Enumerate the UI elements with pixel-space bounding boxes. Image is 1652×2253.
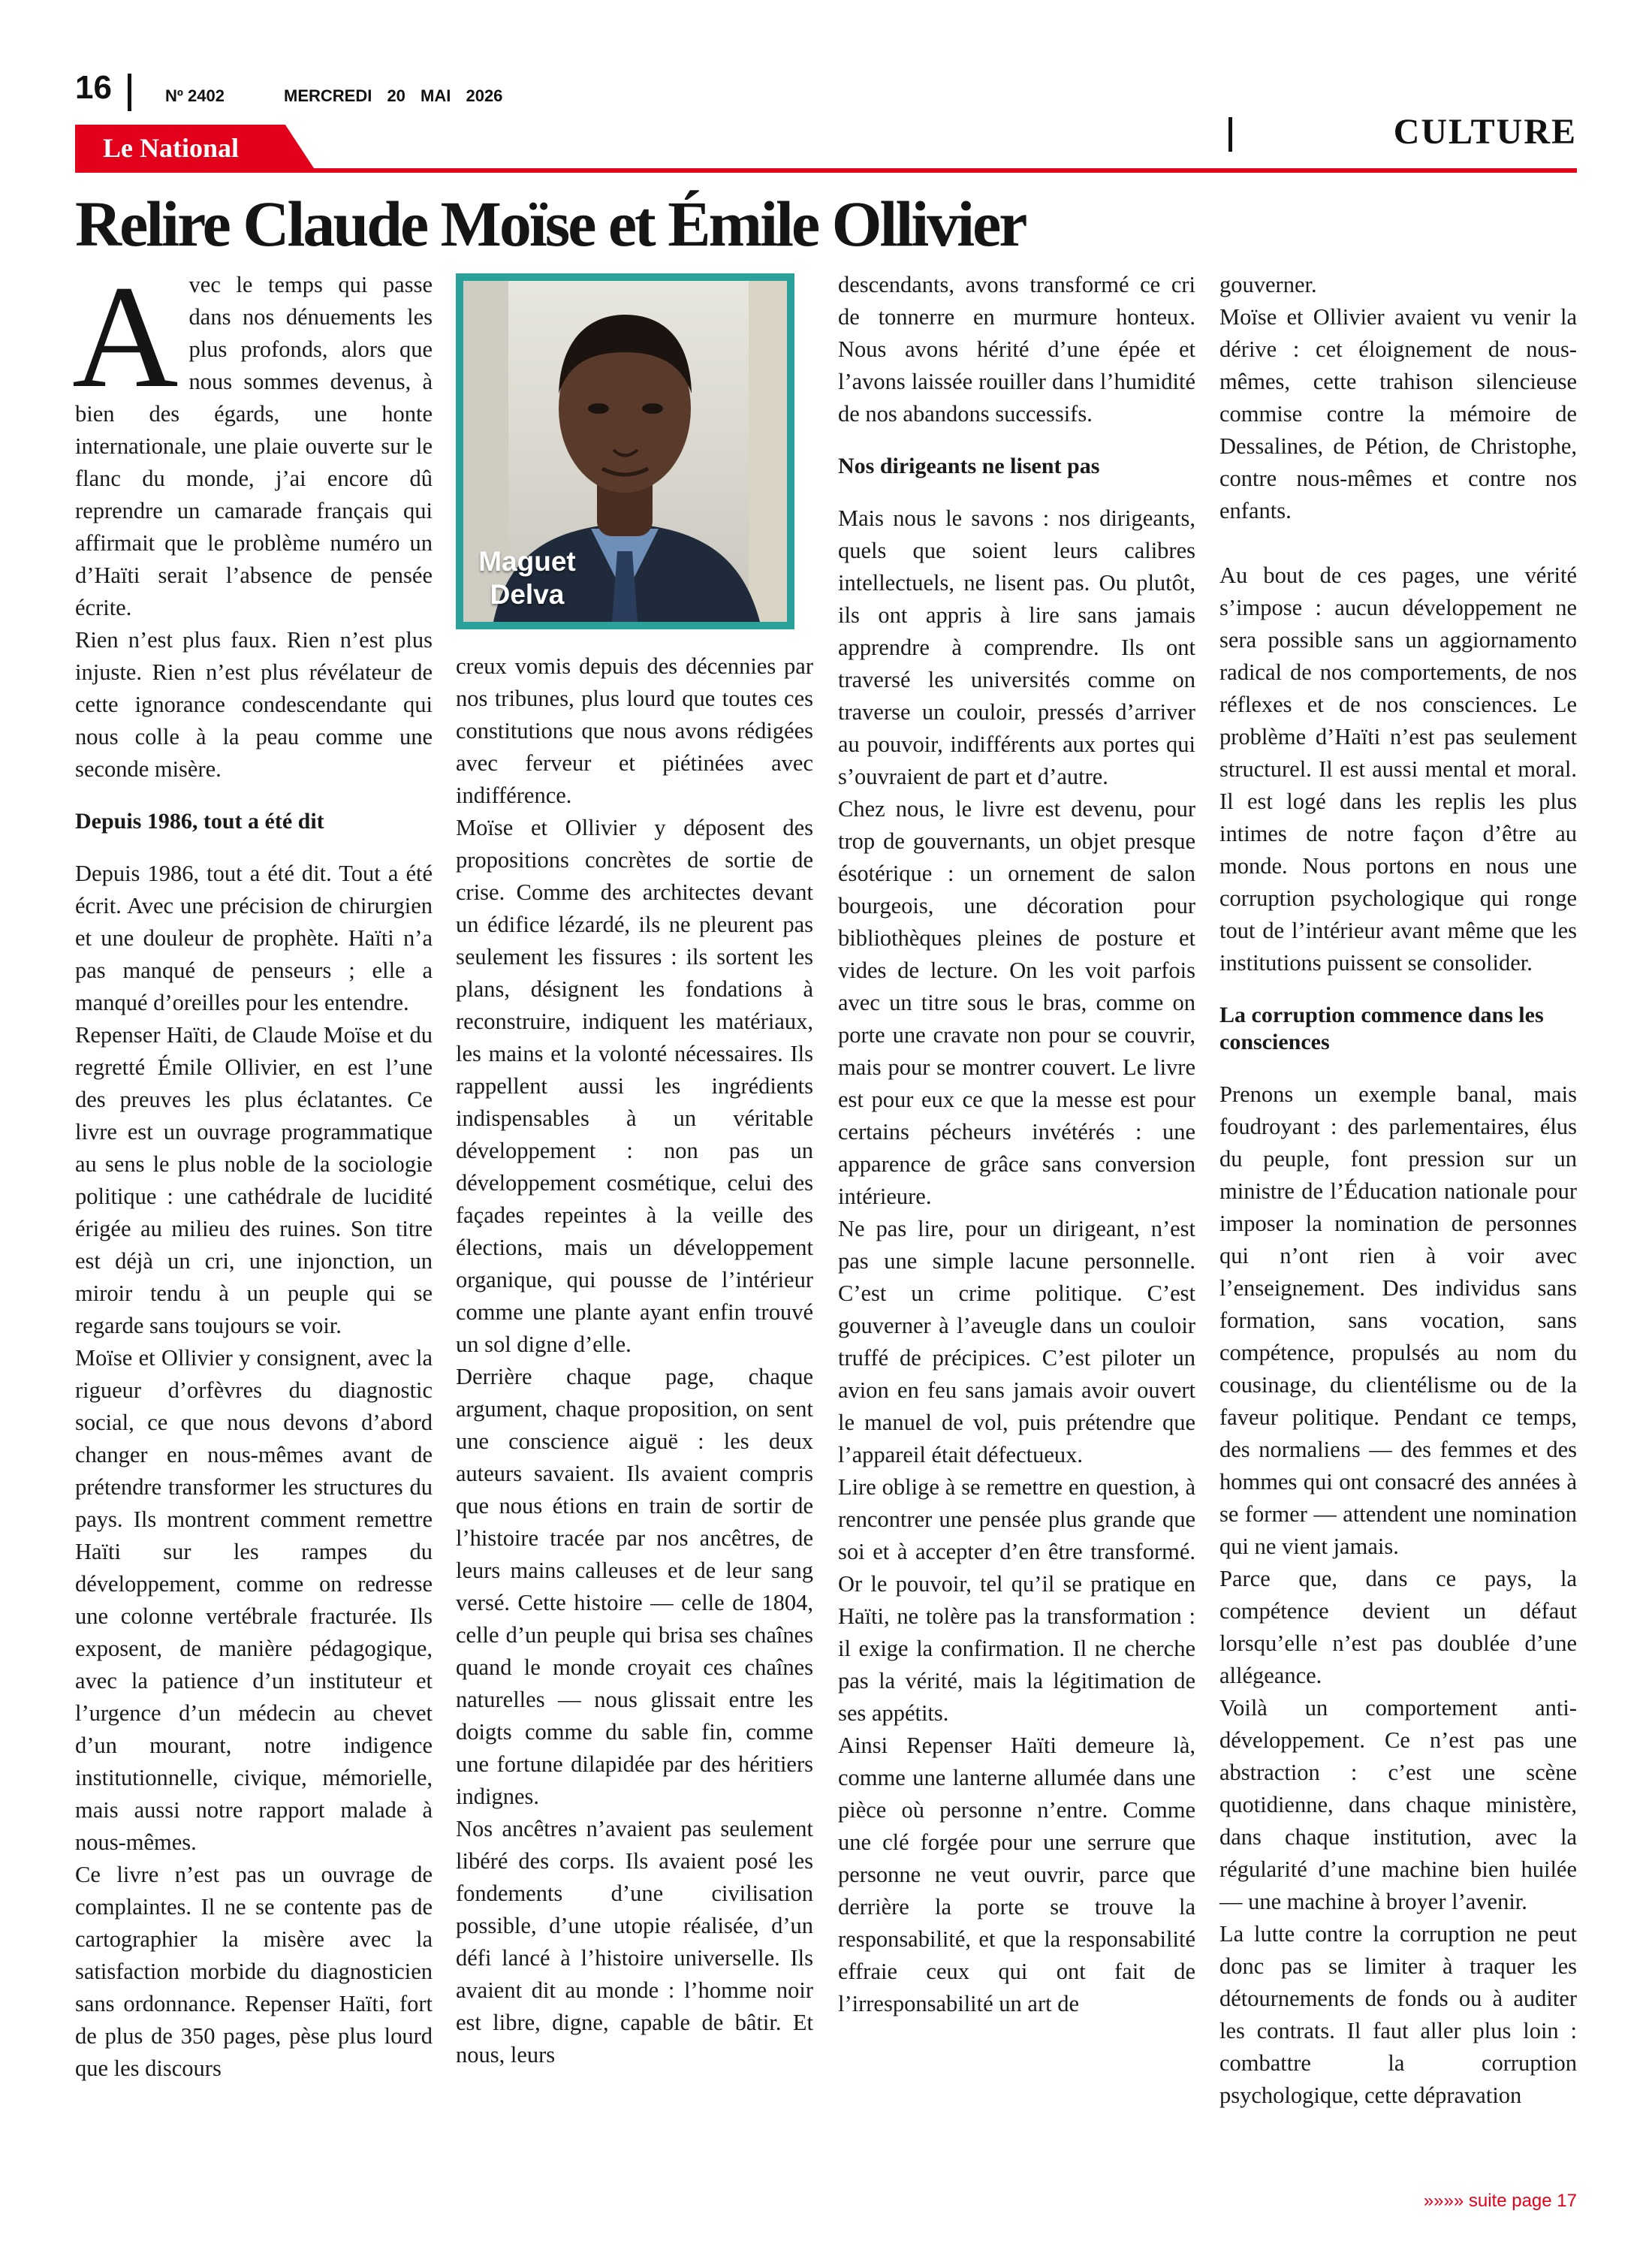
section-divider [1228, 117, 1232, 152]
intro-paragraph [72, 255, 433, 624]
paragraph: La lutte contre la corruption ne peut donc pas se limiter à traquer les détournements de fonds ou à auditer les contrats. Il faut aller plus loin : combattre la corruption psychologique, cette dépravation [1219, 1921, 1577, 2108]
caption-first-name: Maguet [478, 546, 576, 577]
continued-link[interactable]: »»»» suite page 17 [1423, 2191, 1577, 2211]
paragraph: Nos ancêtres n’avaient pas seulement libéré des corps. Ils avaient posé les fondements d’une civilisation possible, d’une utopie réalisée, d’un défi lancé à l’histoire universelle. Ils avaient dit au monde : l’homme noir est libre, digne, capable de bâtir. Et nous, leurs [456, 1816, 813, 2068]
intro-text: vec le temps qui passe dans nos dénuements les plus profonds, alors que nous sommes devenus, à bien des égards, une honte internationale, une plaie ouverte sur le flanc du monde, j’ai encore dû reprendre un camarade français qui affirmait que le problème numéro un d’Haïti serait l’absence de pensée écrite. [75, 272, 433, 620]
paragraph: Moïse et Ollivier y déposent des propositions concrètes de sortie de crise. Comme des architectes devant un édifice lézardé, ils ne pleurent pas seulement les fissures : ils sortent les plans, désignent les fondations à reconstruire, indiquent les matériaux, les mains et la volonté nécessaires. Ils rappellent aussi les ingrédients indispensables à un véritable développement : non pas un développement cosmétique, celui des façades repeintes à la veille des élections, mais un développement organique, qui pousse de l’intérieur comme une plante ayant enfin trouvé un sol digne d’elle. [456, 815, 813, 1357]
paragraph: Mais nous le savons : nos dirigeants, quels que soient leurs calibres intellectuels, ne lisent pas. Ou plutôt, ils ont appris à lire sans jamais apprendre à comprendre. Ils ont traversé les universités comme on traverse un couloir, pressés d’arriver au pouvoir, indifférents aux portes qui s’ouvraient de part et d’autre. [838, 505, 1195, 789]
article-column-3 [838, 269, 1195, 2020]
article-column-2 [456, 650, 813, 2071]
paragraph: Rien n’est plus faux. Rien n’est plus injuste. Rien n’est plus révélateur de cette ignorance condescendante qui nous colle à la peau comme une seconde misère. [75, 627, 433, 782]
header-divider [128, 74, 131, 111]
paragraph: creux vomis depuis des décennies par nos tribunes, plus lourd que toutes ces constitutions que nous avons rédigées avec ferveur et piétinées avec indifférence. [456, 653, 813, 808]
paragraph: Ainsi Repenser Haïti demeure là, comme une lanterne allumée dans une pièce où personne n’entre. Comme une clé forgée pour une serrure que personne ne veut ouvrir, parce que derrière la porte se trouve la responsabilité, et que la responsabilité effraie ceux qui ont fait de l’irresponsabilité un art de [838, 1733, 1195, 2016]
paragraph: Moïse et Ollivier avaient vu venir la dérive : cet éloignement de nous-mêmes, cette trahison silencieuse commise contre la mémoire de Dessalines, de Pétion, de Christophe, contre nous-mêmes et contre nos enfants. [1219, 304, 1577, 523]
paragraph: Moïse et Ollivier y consignent, avec la rigueur d’orfèvres du diagnostic social, ce que nous devons d’abord changer en nous-mêmes avant de prétendre transformer les structures du pays. Ils montrent comment remettre Haïti sur les rampes du développement, comme on redresse une colonne vertébrale fracturée. Ils exposent, de manière pédagogique, avec la patience d’un instituteur et l’urgence d’un médecin au chevet d’un mourant, notre indigence institutionnelle, civique, mémorielle, mais aussi notre rapport malade à nous-mêmes. [75, 1345, 433, 1855]
subheading: Nos dirigeants ne lisent pas [838, 454, 1100, 478]
author-photo [456, 273, 794, 629]
paragraph: gouverner. [1219, 272, 1317, 297]
article-column-1 [72, 255, 433, 2085]
paragraph: Repenser Haïti, de Claude Moïse et du regretté Émile Ollivier, en est l’une des preuves les plus éclatantes. Ce livre est un ouvrage programmatique au sens le plus noble de la sociologie politique : une cathédrale de lucidité érigée au milieu des ruines. Son titre est déjà un cri, une injonction, un miroir tendu à un peuple qui se regarde sans toujours se voir. [75, 1022, 433, 1338]
caption-last-name: Delva [490, 579, 565, 610]
brand-name: Le National [103, 133, 240, 163]
paragraph: Derrière chaque page, chaque argument, chaque proposition, on sent une conscience aiguë : les deux auteurs savaient. Ils avaient compris que nous étions en train de sortir de l’histoire tracée par nos ancêtres, de leurs mains calleuses et de leur sang versé. Cette histoire — celle de 1804, celle d’un peuple qui brisa ses chaînes quand le monde croyait ces chaînes naturelles — nous glissait entre les doigts comme du sable fin, comme une fortune dilapidée par des héritiers indignes. [456, 1364, 813, 1809]
paragraph: Au bout de ces pages, une vérité s’impose : aucun développement ne sera possible sans un aggiornamento radical de nos comportements, de nos réflexes et de nos consciences. Le problème d’Haïti n’est pas seulement structurel. Il est aussi mental et moral. Il est logé dans les replis les plus intimes de notre façon d’être au monde. Nous portons en nous une corruption psychologique qui ronge tout de l’intérieur avant même que les institutions puissent se consolider. [1219, 562, 1577, 976]
issue-number: Nº 2402 [165, 86, 225, 105]
article-headline: Relire Claude Moïse et Émile Ollivier [75, 188, 1026, 260]
drop-cap: A [72, 255, 179, 418]
paragraph: Parce que, dans ce pays, la compétence devient un défaut lorsqu’elle n’est pas doublée d’une allégeance. [1219, 1566, 1577, 1688]
paragraph: Voilà un comportement anti-développement. Ce n’est pas une abstraction : c’est une scène quotidienne, dans chaque ministère, dans chaque institution, avec la régularité d’une machine bien huilée — une machine à broyer l’avenir. [1219, 1695, 1577, 1914]
paragraph: Ne pas lire, pour un dirigeant, n’est pas une simple lacune personnelle. C’est un crime politique. C’est gouverner à l’aveugle dans un couloir truffé de précipices. C’est piloter un avion en feu sans jamais avoir ouvert le manuel de vol, puis prétendre que l’appareil était défectueux. [838, 1216, 1195, 1467]
paragraph: Chez nous, le livre est devenu, pour trop de gouvernants, un objet presque ésotérique : un ornement de salon bourgeois, une décoration pour bibliothèques pleines de posture et vides de lecture. On les voit parfois avec un titre sous le bras, comme on porte une cravate non pour se couvrir, mais pour se montrer couvert. Le livre est pour eux ce que la messe est pour certains pécheurs invétérés : une apparence de grâce sans conversion intérieure. [838, 796, 1195, 1209]
section-label: CULTURE [1393, 112, 1577, 152]
issue-date: MERCREDI 20 MAI 2026 [284, 86, 503, 105]
paragraph: Lire oblige à se remettre en question, à rencontrer une pensée plus grande que soi et à accepter d’en être transformé. Or le pouvoir, tel qu’il se pratique en Haïti, ne tolère pas la transformation : il exige la confirmation. Il ne cherche pas la vérité, mais la légitimation de ses appétits. [838, 1474, 1195, 1726]
paragraph: Ce livre n’est pas un ouvrage de complaintes. Il ne se contente pas de cartographier la misère avec la satisfaction morbide du diagnosticien sans ordonnance. Repenser Haïti, fort de plus de 350 pages, pèse plus lourd que les discours [75, 1862, 433, 2081]
subheading: La corruption commence dans les consciences [1219, 1003, 1544, 1054]
page-number: 16 [75, 69, 112, 106]
subheading: Depuis 1986, tout a été dit [75, 809, 324, 834]
photo-caption [471, 545, 583, 611]
article-column-4 [1219, 269, 1577, 2112]
paragraph: Prenons un exemple banal, mais foudroyant : des parlementaires, élus du peuple, font pression sur un ministre de l’Éducation nationale pour imposer la nomination de personnes qui n’ont rien à voir avec l’enseignement. Des individus sans formation, sans vocation, sans compétence, propulsés au nom du cousinage, du clientélisme ou de la faveur politique. Pendant ce temps, des normaliens — des femmes et des hommes qui ont consacré des années à se former — attendent une nomination qui ne vient jamais. [1219, 1081, 1577, 1559]
header-rule [75, 168, 1577, 173]
paragraph: descendants, avons transformé ce cri de tonnerre en murmure honteux. Nous avons hérité d’une épée et l’avons laissée rouiller dans l’humidité de nos abandons successifs. [838, 272, 1195, 427]
paragraph: Depuis 1986, tout a été dit. Tout a été écrit. Avec une précision de chirurgien et une douleur de prophète. Haïti n’a pas manqué de penseurs ; elle a manqué d’oreilles pour les entendre. [75, 861, 433, 1015]
